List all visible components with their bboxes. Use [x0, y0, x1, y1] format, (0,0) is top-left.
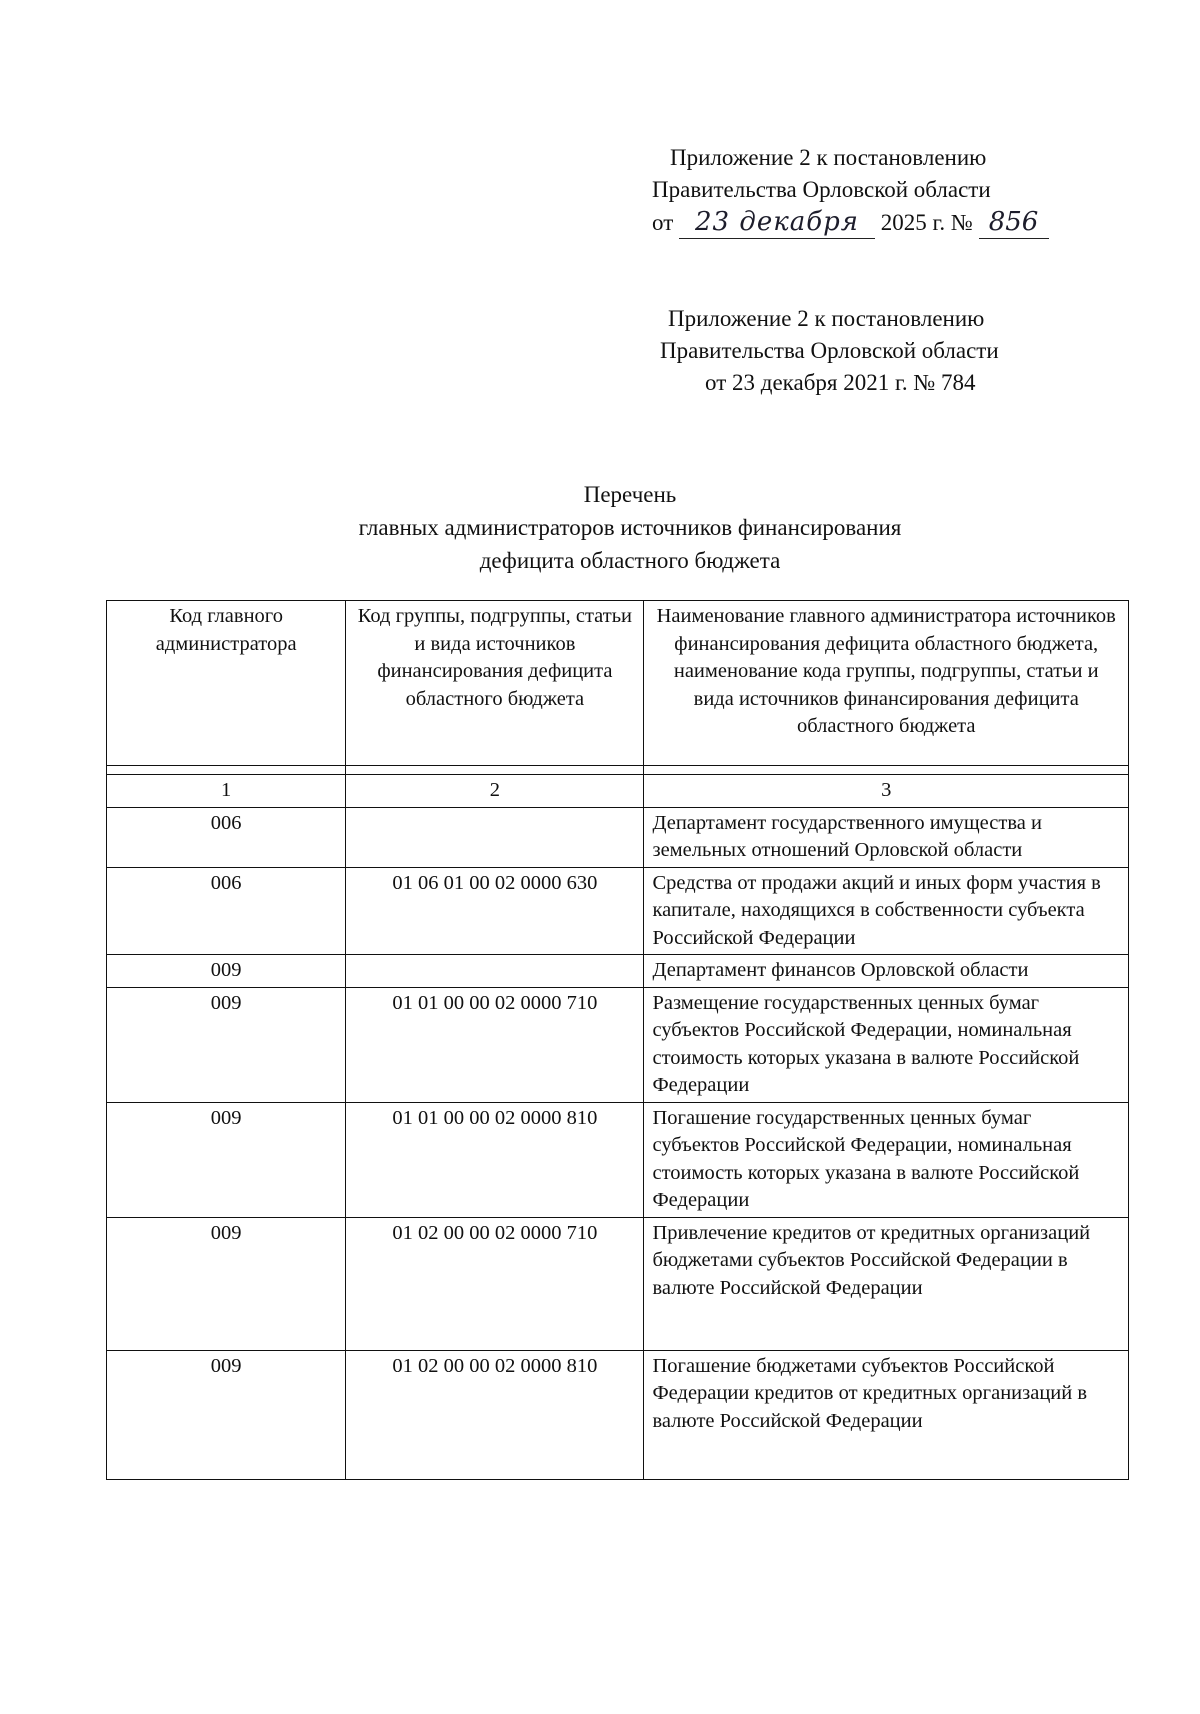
name-cell: Привлечение кредитов от кредитных организаций бюджетами субъектов Российской Федерации в валюте Российской Федерации — [644, 1217, 1129, 1350]
source-code-cell: 01 06 01 00 02 0000 630 — [346, 867, 644, 955]
admin-code-cell: 009 — [107, 1217, 346, 1350]
original-header-line1: Приложение 2 к постановлению — [668, 306, 985, 331]
amendment-header-line3 — [652, 206, 1049, 239]
amendment-header-line2: Правительства Орловской области — [652, 177, 991, 202]
admin-code-cell: 009 — [107, 1350, 346, 1479]
admin-code-cell: 009 — [107, 955, 346, 988]
source-code-cell: 01 01 00 00 02 0000 710 — [346, 987, 644, 1102]
source-code-cell: 01 02 00 00 02 0000 810 — [346, 1350, 644, 1479]
table-row — [107, 1217, 1129, 1350]
year-number-text: 2025 г. № — [880, 210, 973, 235]
name-cell: Департамент финансов Орловской области — [644, 955, 1129, 988]
column-number: 2 — [346, 775, 644, 808]
source-code-cell — [346, 807, 644, 867]
date-prefix: от — [652, 210, 674, 235]
source-code-cell — [346, 955, 644, 988]
original-header-line2: Правительства Орловской области — [660, 338, 999, 363]
document-title — [0, 478, 1200, 577]
table-row — [107, 987, 1129, 1102]
column-number: 1 — [107, 775, 346, 808]
original-header-line3: от 23 декабря 2021 г. № 784 — [705, 370, 976, 395]
table-row — [107, 1350, 1129, 1479]
name-cell: Погашение бюджетами субъектов Российской Федерации кредитов от кредитных организаций в валюте Российской Федерации — [644, 1350, 1129, 1479]
header-admin-code: Код главного администратора — [107, 601, 346, 766]
column-number-row — [107, 775, 1129, 808]
title-line2: главных администраторов источников финансирования — [358, 515, 902, 540]
admin-code-cell: 009 — [107, 1102, 346, 1217]
table-row — [107, 807, 1129, 867]
header-source-code: Код группы, подгруппы, статьи и вида источников финансирования дефицита областного бюджета — [346, 601, 644, 766]
source-code-cell: 01 02 00 00 02 0000 710 — [346, 1217, 644, 1350]
header-name: Наименование главного администратора источников финансирования дефицита областного бюджета, наименование кода группы, подгруппы, статьи и вида источников финансирования дефицита областного бюджета — [644, 601, 1129, 766]
amendment-header-line1: Приложение 2 к постановлению — [670, 145, 987, 170]
source-code-cell: 01 01 00 00 02 0000 810 — [346, 1102, 644, 1217]
table-row — [107, 955, 1129, 988]
original-header — [660, 303, 999, 399]
name-cell: Средства от продажи акций и иных форм участия в капитале, находящихся в собственности субъекта Российской Федерации — [644, 867, 1129, 955]
name-cell: Погашение государственных ценных бумаг субъектов Российской Федерации, номинальная стоимость которых указана в валюте Российской Федерации — [644, 1102, 1129, 1217]
admin-code-cell: 006 — [107, 867, 346, 955]
table-header-row — [107, 601, 1129, 766]
title-line3: дефицита областного бюджета — [479, 548, 781, 573]
admin-code-cell: 006 — [107, 807, 346, 867]
amendment-header — [652, 142, 1049, 239]
name-cell: Размещение государственных ценных бумаг субъектов Российской Федерации, номинальная стоимость которых указана в валюте Российской Федерации — [644, 987, 1129, 1102]
header-gap — [107, 766, 1129, 775]
title-line1: Перечень — [583, 482, 677, 507]
admin-code-cell: 009 — [107, 987, 346, 1102]
table-row — [107, 1102, 1129, 1217]
handwritten-date: 23 декабря — [679, 206, 875, 239]
column-number: 3 — [644, 775, 1129, 808]
handwritten-number: 856 — [979, 206, 1049, 239]
administrators-table — [106, 600, 1129, 1480]
table-row — [107, 867, 1129, 955]
name-cell: Департамент государственного имущества и земельных отношений Орловской области — [644, 807, 1129, 867]
